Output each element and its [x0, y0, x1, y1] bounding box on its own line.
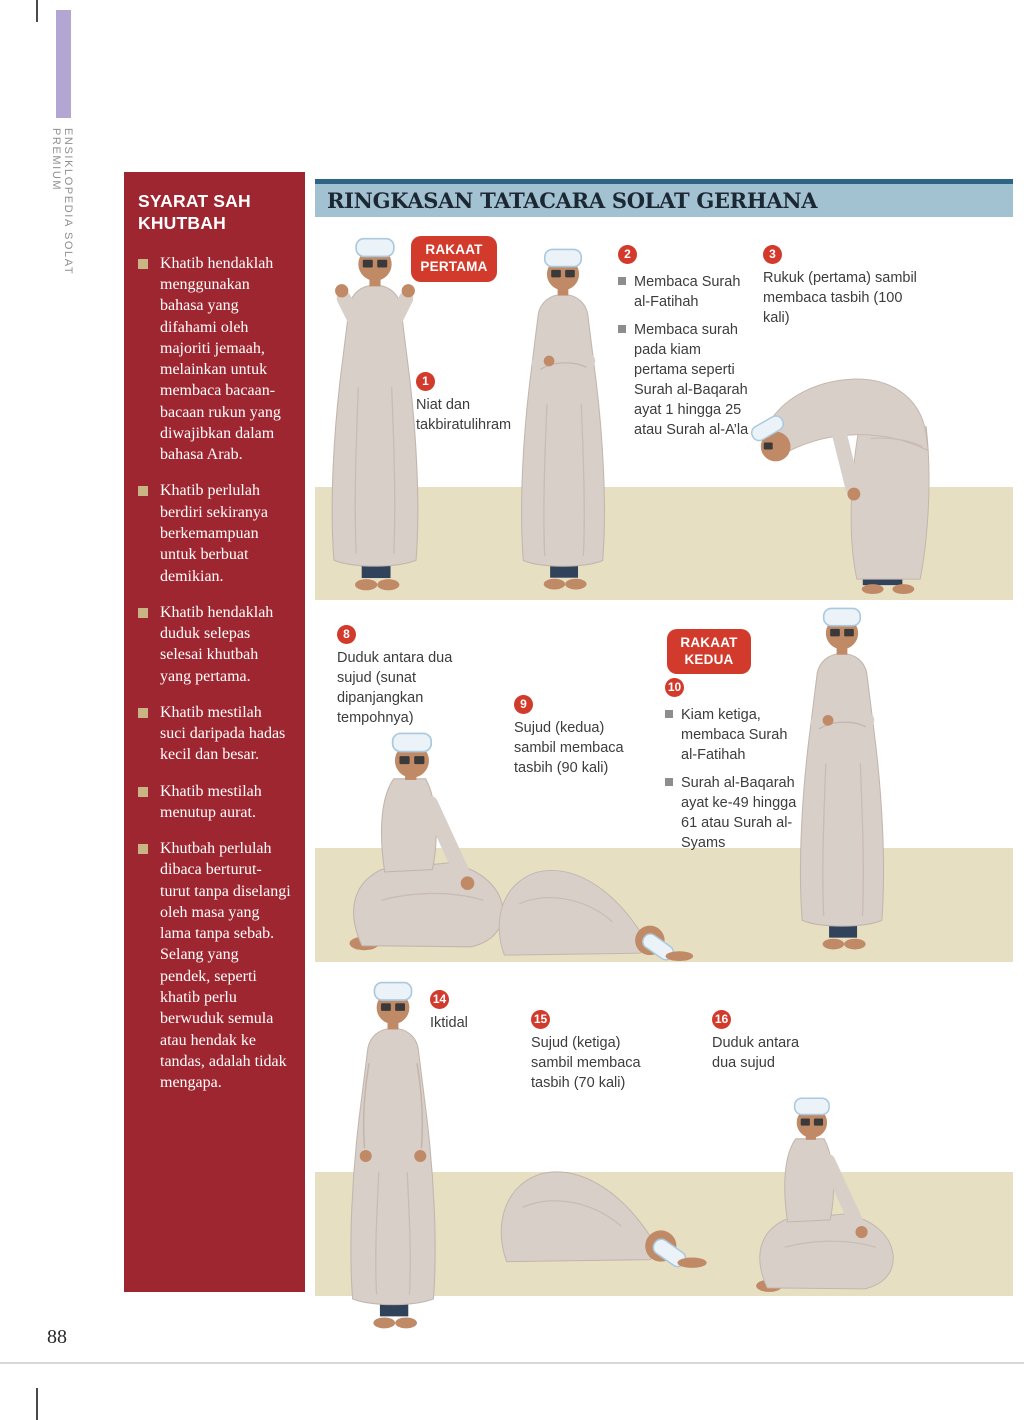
step-14 [430, 990, 510, 1033]
square-bullet-icon [138, 708, 148, 718]
square-bullet-icon [138, 844, 148, 854]
square-bullet-icon [665, 710, 673, 718]
step-number-badge: 15 [531, 1010, 550, 1029]
badge-rakaat-kedua [667, 629, 751, 674]
square-bullet-icon [138, 486, 148, 496]
step-number-badge: 1 [416, 372, 435, 391]
square-bullet-icon [138, 259, 148, 269]
step-3 [763, 245, 923, 328]
badge-line: KEDUA [684, 651, 734, 667]
square-bullet-icon [618, 277, 626, 285]
sidebar-rule-text: Khatib mestilah menutup aurat. [160, 782, 262, 821]
step-text: Iktidal [430, 1015, 468, 1031]
sidebar-rule-item [138, 602, 291, 687]
badge-line: PERTAMA [420, 259, 488, 274]
step-text: Rukuk (pertama) sambil membaca tasbih (100 kali) [763, 270, 917, 326]
photo-step9-figure [452, 845, 714, 963]
photo-step2-figure [502, 243, 624, 597]
step-9 [514, 695, 632, 778]
footer-rule [0, 1362, 1024, 1364]
step-text: Sujud (kedua) sambil membaca tasbih (90 kali) [514, 720, 624, 776]
step-text: Niat dan takbiratulihram [416, 397, 512, 433]
sidebar-rule-item [138, 253, 291, 466]
sidebar-rule-item [138, 838, 291, 1093]
sidebar-rule-item [138, 702, 291, 766]
step-text: Duduk antara dua sujud (sunat dipanjangkan tempohnya) [337, 650, 453, 726]
step-number-badge: 9 [514, 695, 533, 714]
page-number: 88 [47, 1326, 67, 1348]
step-2 [618, 245, 750, 440]
square-bullet-icon [665, 778, 673, 786]
square-bullet-icon [138, 608, 148, 618]
crop-mark-top [36, 0, 38, 22]
sidebar-rule-item [138, 480, 291, 586]
step-number-badge: 2 [618, 245, 637, 264]
step-15 [531, 1010, 659, 1093]
photo-step16-figure [725, 1080, 915, 1298]
sidebar-title: SYARAT SAH KHUTBAH [138, 191, 251, 234]
step-bullet-text: Membaca Surah al-Fatihah [634, 274, 741, 310]
crop-mark-bottom [36, 1388, 38, 1420]
photo-step15-figure [465, 1132, 715, 1270]
sidebar-rule-text: Khatib hendaklah duduk selepas selesai khutbah yang pertama. [160, 603, 274, 685]
badge-rakaat-pertama [411, 236, 497, 282]
step-text: Sujud (ketiga) sambil membaca tasbih (70 kali) [531, 1035, 641, 1091]
infographic-header [315, 179, 1013, 217]
step-bullet-text: Kiam ketiga, membaca Surah al-Fatihah [681, 707, 788, 763]
step-8 [337, 625, 489, 728]
square-bullet-icon [618, 325, 626, 333]
sidebar-rule-text: Khatib mestilah suci daripada hadas kecil dan besar. [160, 703, 286, 764]
photo-step3-figure [742, 335, 940, 597]
step-number-badge: 10 [665, 678, 684, 697]
step-number-badge: 16 [712, 1010, 731, 1029]
step-bullet [618, 320, 750, 440]
infographic-title: RINGKASAN TATACARA SOLAT GERHANA [327, 188, 818, 213]
sidebar-khutbah-rules [124, 172, 305, 1292]
step-bullet-text: Membaca surah pada kiam pertama seperti Surah al-Baqarah ayat 1 hingga 25 atau Surah al-A’la [634, 322, 749, 438]
badge-line: RAKAAT [425, 242, 483, 258]
step-16 [712, 1010, 802, 1073]
step-10 [665, 678, 803, 853]
step-bullet-text: Surah al-Baqarah ayat ke-49 hingga 61 atau Surah al-Syams [681, 775, 797, 851]
step-number-badge: 14 [430, 990, 449, 1009]
edge-series-label: ENSIKLOPEDIA SOLAT PREMIUM [50, 128, 74, 275]
step-text: Duduk antara dua sujud [712, 1035, 800, 1071]
step-bullet [618, 272, 750, 312]
square-bullet-icon [138, 787, 148, 797]
step-bullet [665, 773, 803, 853]
step-bullet [665, 705, 803, 765]
step-number-badge: 3 [763, 245, 782, 264]
chapter-color-tab [56, 10, 71, 118]
step-1 [416, 372, 516, 435]
step-number-badge: 8 [337, 625, 356, 644]
sidebar-rule-text: Khatib perlulah berdiri sekiranya berkemampuan untuk berbuat demikian. [160, 482, 268, 585]
sidebar-rule-item [138, 781, 291, 824]
sidebar-rule-text: Khatib hendaklah menggunakan bahasa yang difahami oleh majoriti jemaah, melainkan untuk membaca bacaan-bacaan rukun yang diwajibkan dalam bahasa Arab. [160, 254, 281, 464]
badge-line: RAKAAT [680, 634, 738, 650]
sidebar-rule-text: Khutbah perlulah dibaca berturut-turut tanpa diselangi oleh masa yang lama tanpa sebab. Selang yang pendek, seperti khatib perlu berwuduk semula atau hendak ke tandas, adalah tidak mengapa. [160, 840, 291, 1092]
